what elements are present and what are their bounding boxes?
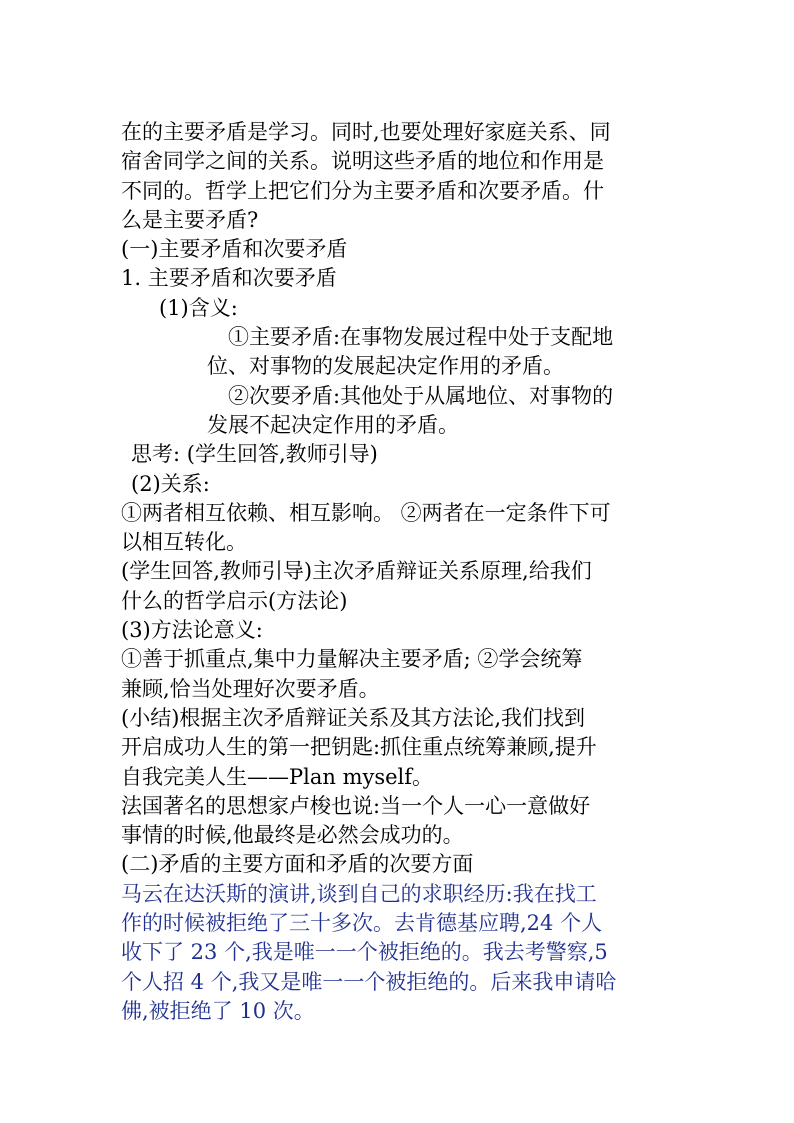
definition-secondary-1: ②次要矛盾:其他处于从属地位、对事物的 bbox=[228, 383, 614, 408]
section-heading-1: (一)主要矛盾和次要矛盾 bbox=[121, 237, 348, 262]
relation-text-1: ①两者相互依赖、相互影响。 ②两者在一定条件下可 bbox=[121, 500, 611, 525]
item-heading-methodology: (3)方法论意义: bbox=[121, 618, 263, 643]
story-text-3: 收下了 23 个,我是唯一一个被拒绝的。我去考警察,5 bbox=[121, 940, 608, 965]
subsection-heading-1: 1. 主要矛盾和次要矛盾 bbox=[121, 266, 337, 291]
text-line-3: 不同的。哲学上把它们分为主要矛盾和次要矛盾。什 bbox=[121, 178, 604, 203]
question-text-2: 什么的哲学启示(方法论) bbox=[121, 588, 348, 613]
quote-text-2: 事情的时候,他最终是必然会成功的。 bbox=[121, 823, 464, 848]
document-body bbox=[121, 118, 681, 1026]
story-text-4: 个人招 4 个,我又是唯一一个被拒绝的。后来我申请哈 bbox=[121, 969, 617, 994]
definition-secondary-2: 发展不起决定作用的矛盾。 bbox=[207, 412, 459, 437]
definition-main-2: 位、对事物的发展起决定作用的矛盾。 bbox=[207, 354, 564, 379]
item-heading-definition: (1)含义: bbox=[159, 295, 238, 320]
text-line-2: 宿舍同学之间的关系。说明这些矛盾的地位和作用是 bbox=[121, 149, 604, 174]
methodology-text-2: 兼顾,恰当处理好次要矛盾。 bbox=[121, 676, 380, 701]
quote-text-1: 法国著名的思想家卢梭也说:当一个人一心一意做好 bbox=[121, 793, 591, 818]
summary-text-2: 开启成功人生的第一把钥匙:抓住重点统筹兼顾,提升 bbox=[121, 735, 597, 760]
methodology-text-1: ①善于抓重点,集中力量解决主要矛盾; ②学会统筹 bbox=[121, 647, 583, 672]
story-text-2: 作的时候被拒绝了三十多次。去肯德基应聘,24 个人 bbox=[121, 911, 603, 936]
thinking-prompt: 思考: (学生回答,教师引导) bbox=[131, 442, 378, 467]
story-text-5: 佛,被拒绝了 10 次。 bbox=[121, 998, 315, 1023]
section-heading-2: (二)矛盾的主要方面和矛盾的次要方面 bbox=[121, 852, 474, 877]
text-line-1: 在的主要矛盾是学习。同时,也要处理好家庭关系、同 bbox=[121, 120, 611, 144]
item-heading-relation: (2)关系: bbox=[131, 471, 210, 496]
story-text-1: 马云在达沃斯的演讲,谈到自己的求职经历:我在找工 bbox=[121, 881, 597, 906]
summary-text-1: (小结)根据主次矛盾辩证关系及其方法论,我们找到 bbox=[121, 705, 586, 730]
summary-text-3: 自我完美人生——Plan myself。 bbox=[121, 764, 434, 789]
question-text-1: (学生回答,教师引导)主次矛盾辩证关系原理,给我们 bbox=[121, 559, 592, 584]
definition-main-1: ①主要矛盾:在事物发展过程中处于支配地 bbox=[228, 325, 614, 350]
text-line-4: 么是主要矛盾? bbox=[121, 207, 259, 232]
relation-text-2: 以相互转化。 bbox=[121, 530, 247, 555]
